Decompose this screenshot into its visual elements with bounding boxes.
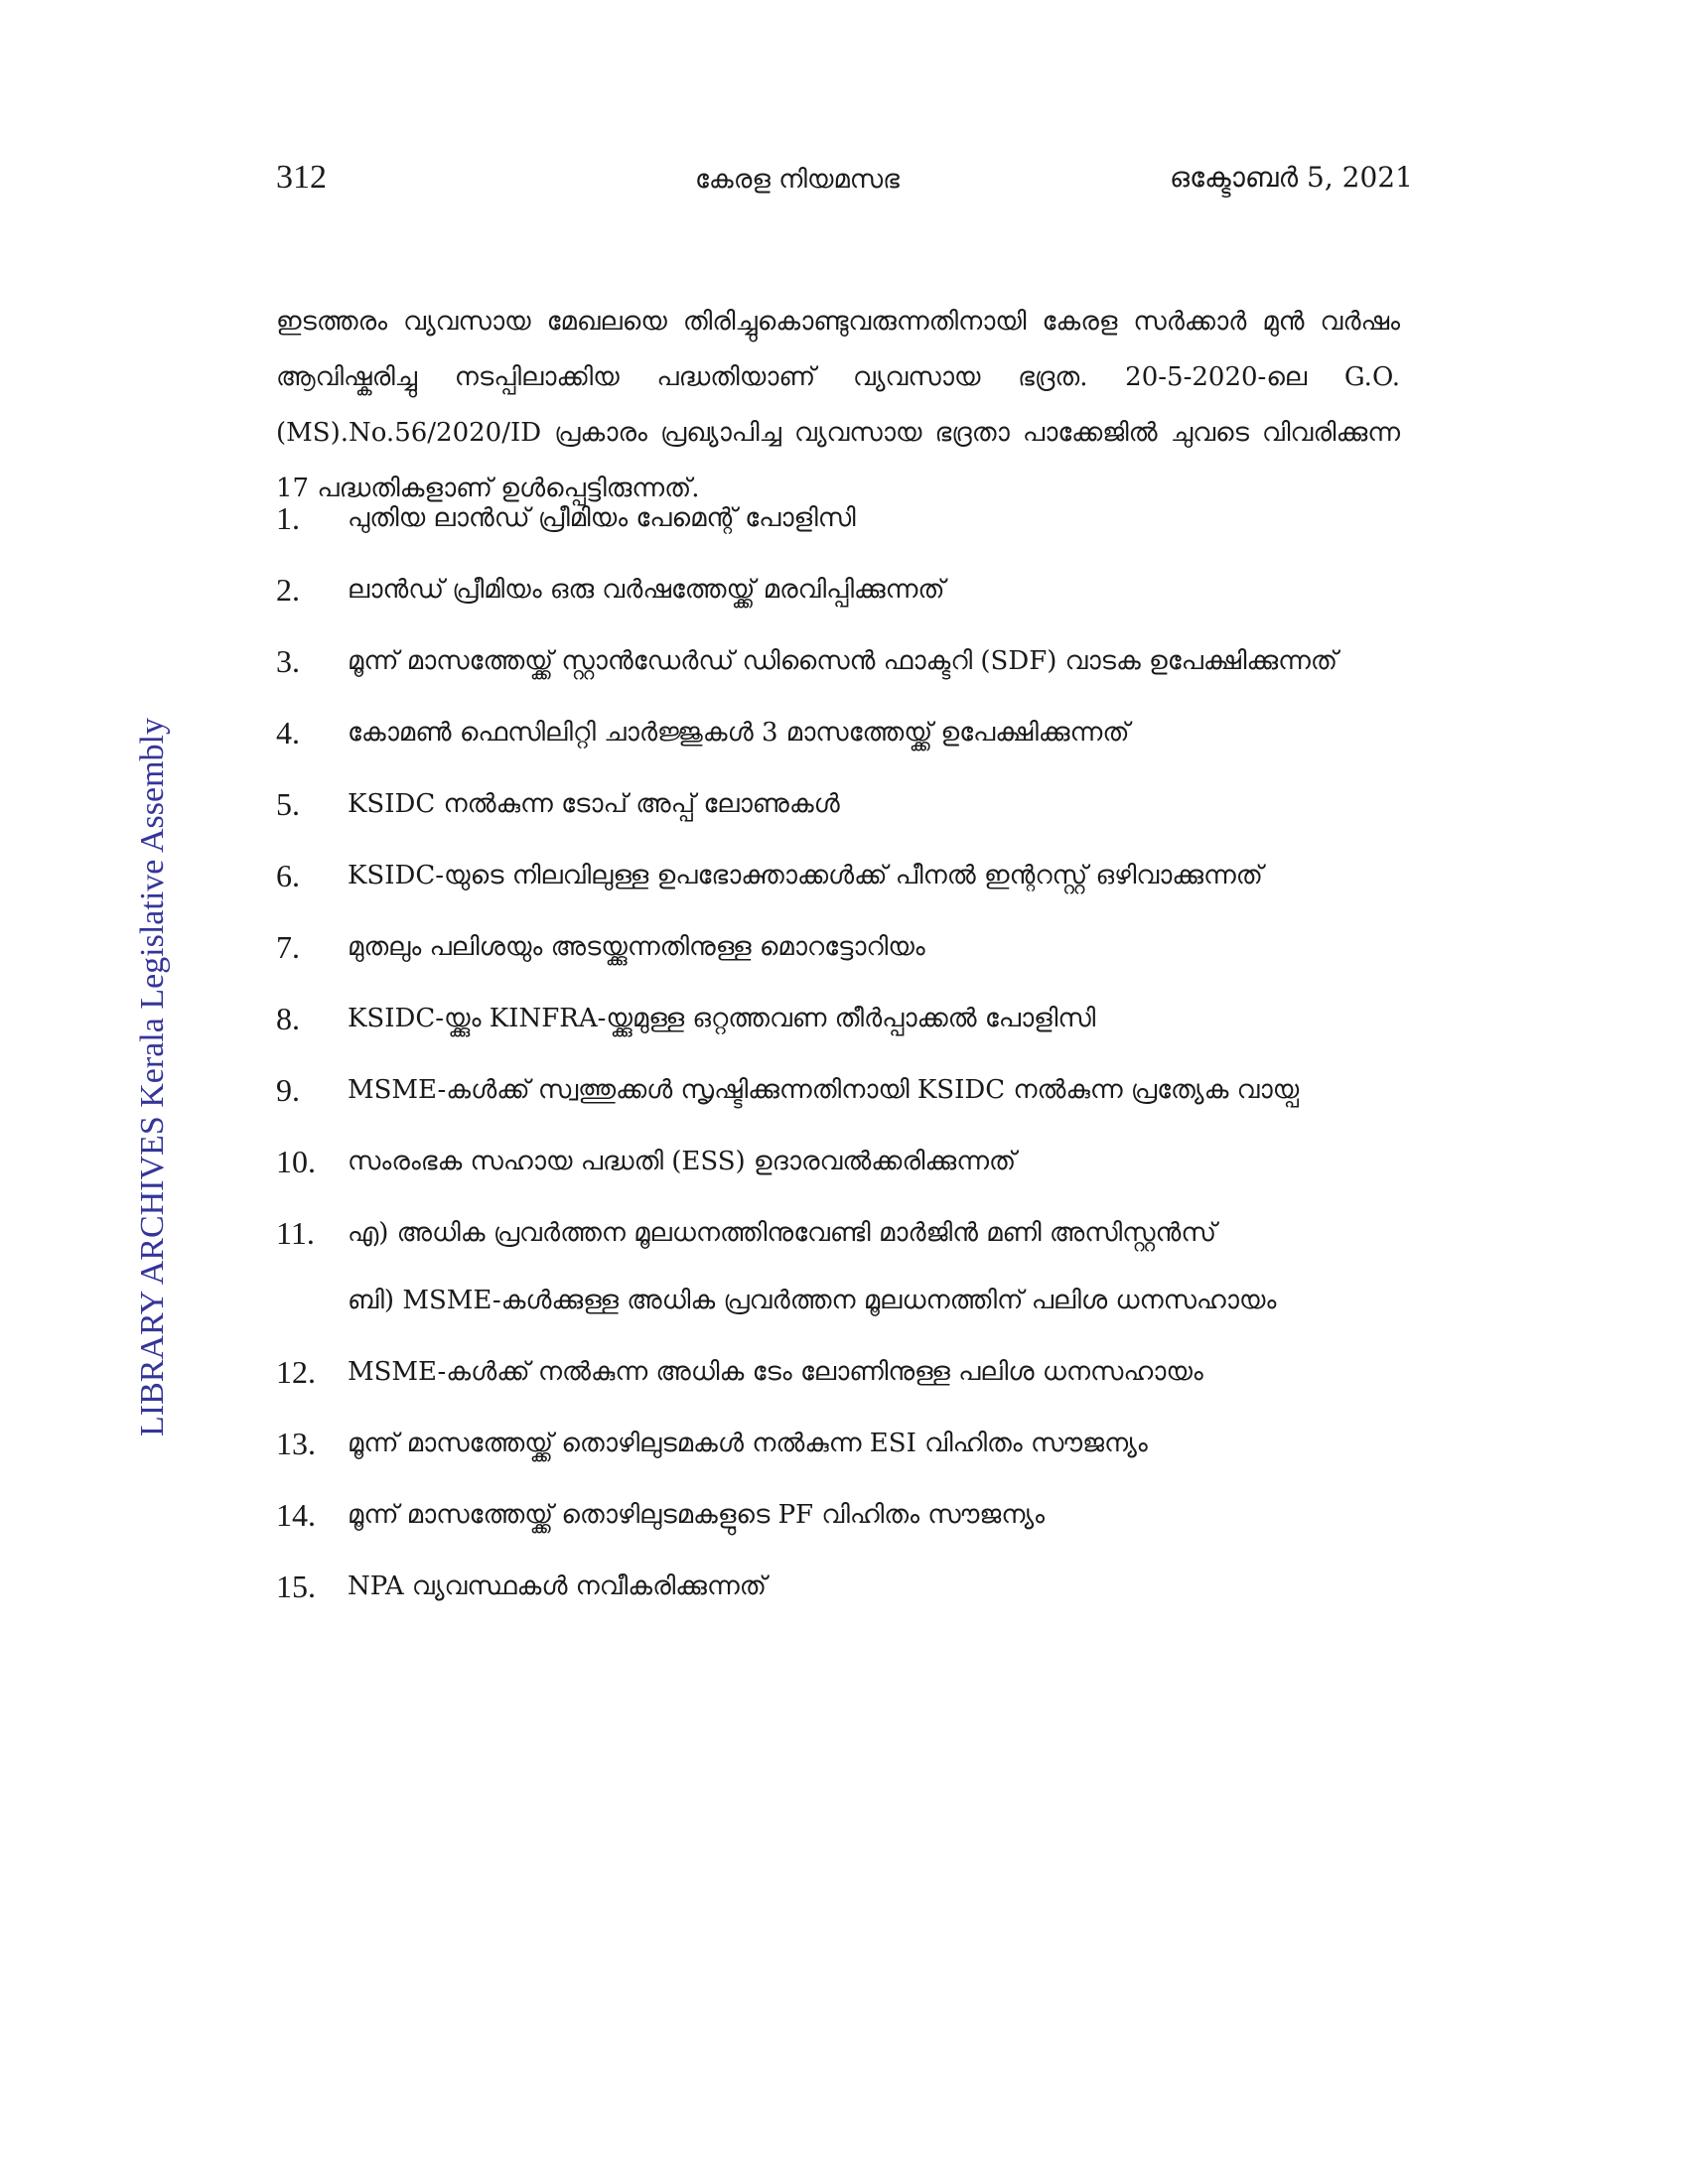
item-number: 1. <box>276 500 300 536</box>
item-text: ലാൻഡ് പ്രീമിയം ഒരു വർഷത്തേയ്ക്ക് മരവിപ്പിക്കുന്നത് <box>348 575 945 605</box>
item-number: 5. <box>276 786 300 822</box>
list-item <box>276 1064 1400 1116</box>
item-body <box>348 1346 1400 1398</box>
item-body <box>348 1207 1400 1326</box>
item-text: NPA വ്യവസ്ഥകൾ നവീകരിക്കുന്നത് <box>348 1571 767 1601</box>
list-item <box>276 921 1400 973</box>
item-number: 13. <box>276 1426 316 1461</box>
item-body <box>348 492 1400 544</box>
item-body <box>348 850 1400 901</box>
item-text: എ) അധിക പ്രവർത്തന മൂലധനത്തിനുവേണ്ടി മാർജിൻ മണി അസിസ്റ്റൻസ് <box>348 1218 1217 1248</box>
item-text: സംരംഭക സഹായ പദ്ധതി (ESS) ഉദാരവൽക്കരിക്കുന്നത് <box>348 1147 1017 1176</box>
item-number: 12. <box>276 1354 316 1390</box>
item-number: 6. <box>276 858 300 893</box>
item-number: 10. <box>276 1144 316 1179</box>
list-item <box>276 564 1400 615</box>
item-number: 4. <box>276 715 300 751</box>
list-item <box>276 850 1400 901</box>
item-text: മൂന്ന് മാസത്തേയ്ക്ക് തൊഴിലുടമകളുടെ PF വിഹിതം സൗജന്യം <box>348 1500 1046 1530</box>
running-title: കേരള നിയമസഭ <box>695 165 900 195</box>
item-body <box>348 1064 1400 1116</box>
item-number: 3. <box>276 643 300 679</box>
archive-watermark: LIBRARY ARCHIVES Kerala Legislative Assembly <box>134 717 171 1437</box>
list-item <box>276 1561 1400 1612</box>
item-text: മുതലും പലിശയും അടയ്ക്കുന്നതിനുള്ള മൊറട്ടോറിയം <box>348 932 925 962</box>
list-item <box>276 1489 1400 1541</box>
item-body <box>348 921 1400 973</box>
list-item <box>276 1346 1400 1398</box>
item-text: പുതിയ ലാൻഡ് പ്രീമിയം പേമെന്റ് പോളിസി <box>348 503 856 533</box>
item-number: 7. <box>276 929 300 965</box>
item-number: 9. <box>276 1072 300 1108</box>
item-body <box>348 1418 1400 1469</box>
item-text: KSIDC-യ്ക്കും KINFRA-യ്ക്കുമുള്ള ഒറ്റത്തവണ തീർപ്പാക്കൽ പോളിസി <box>348 1004 1096 1033</box>
item-text: MSME-കൾക്ക് സ്വത്തുക്കൾ സൃഷ്ടിക്കുന്നതിനായി KSIDC നൽകുന്ന പ്രത്യേക വായ്പ <box>348 1075 1300 1105</box>
item-sub-text: ബി) MSME-കൾക്കുള്ള അധിക പ്രവർത്തന മൂലധനത്തിന് പലിശ ധനസഹായം <box>348 1286 1277 1315</box>
list-item <box>276 1207 1400 1326</box>
item-text: കോമൺ ഫെസിലിറ്റി ചാർജ്ജുകൾ 3 മാസത്തേയ്ക്ക് ഉപേക്ഷിക്കുന്നത് <box>348 718 1130 748</box>
scheme-list <box>276 492 1400 1632</box>
item-text: മൂന്ന് മാസത്തേയ്ക്ക് തൊഴിലുടമകൾ നൽകുന്ന ESI വിഹിതം സൗജന്യം <box>348 1429 1148 1458</box>
item-body <box>348 1489 1400 1541</box>
item-body <box>348 1561 1400 1612</box>
item-body <box>348 564 1400 615</box>
item-text: മൂന്ന് മാസത്തേയ്ക്ക് സ്റ്റാൻഡേർഡ് ഡിസൈൻ ഫാക്ടറി (SDF) വാടക ഉപേക്ഷിക്കുന്നത് <box>348 646 1338 676</box>
item-body <box>348 1136 1400 1187</box>
item-text: MSME-കൾക്ക് നൽകുന്ന അധിക ടേം ലോണിനുള്ള പലിശ ധനസഹായം <box>348 1357 1203 1387</box>
page-number: 312 <box>276 159 327 196</box>
list-item <box>276 635 1400 687</box>
list-item <box>276 492 1400 544</box>
item-body <box>348 635 1400 687</box>
item-number: 14. <box>276 1497 316 1533</box>
item-number: 15. <box>276 1569 316 1604</box>
item-number: 2. <box>276 572 300 608</box>
item-text: KSIDC നൽകുന്ന ടോപ് അപ്പ് ലോണുകൾ <box>348 789 840 819</box>
running-date: ഒക്ടോബർ 5, 2021 <box>1170 161 1413 194</box>
list-item <box>276 707 1400 758</box>
intro-paragraph: ഇടത്തരം വ്യവസായ മേഖലയെ തിരിച്ചുകൊണ്ടുവരുന്നതിനായി കേരള സർക്കാർ മുൻ വർഷം ആവിഷ്കരിച്ചു നടപ്പിലാക്കിയ പദ്ധതിയാണ് വ്യവസായ ഭദ്രത. 20-5-2020-ലെ G.O.(MS).No.56/2020/ID പ്രകാരം പ്രഖ്യാപിച്ച വ്യവസായ ഭദ്രതാ പാക്കേജിൽ ചുവടെ വിവരിക്കുന്ന 17 പദ്ധതികളാണ് ഉൾപ്പെട്ടിരുന്നത്. <box>276 307 1400 503</box>
list-item <box>276 1418 1400 1469</box>
list-item <box>276 1136 1400 1187</box>
item-body <box>348 778 1400 830</box>
item-text: KSIDC-യുടെ നിലവിലുള്ള ഉപഭോക്താക്കൾക്ക് പീനൽ ഇന്ററസ്റ്റ് ഒഴിവാക്കുന്നത് <box>348 861 1263 890</box>
item-number: 11. <box>276 1215 315 1251</box>
item-body <box>348 993 1400 1044</box>
list-item <box>276 993 1400 1044</box>
item-number: 8. <box>276 1001 300 1036</box>
item-body <box>348 707 1400 758</box>
list-item <box>276 778 1400 830</box>
